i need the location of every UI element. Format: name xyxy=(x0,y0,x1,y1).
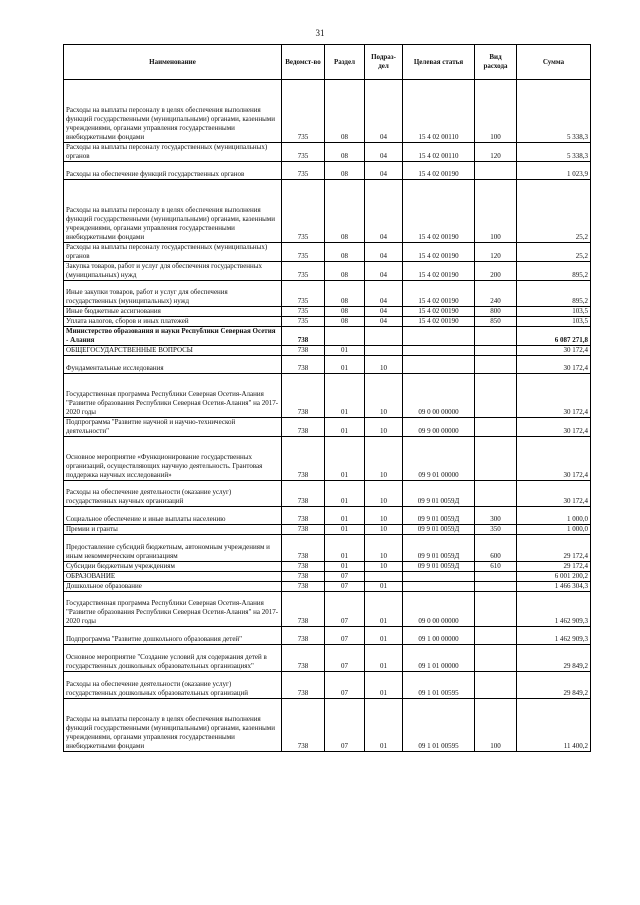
table-row xyxy=(64,645,591,672)
row-section: 08 xyxy=(325,307,365,317)
row-section: 08 xyxy=(325,262,365,281)
row-subsection: 04 xyxy=(365,281,403,307)
table-row xyxy=(64,481,591,507)
row-subsection: 01 xyxy=(365,627,403,645)
row-expense-type: 120 xyxy=(475,143,517,162)
header-target: Целевая статья xyxy=(403,45,475,80)
row-target: 09 9 00 00000 xyxy=(403,418,475,437)
row-subsection: 04 xyxy=(365,162,403,180)
row-subsection: 10 xyxy=(365,507,403,525)
row-subsection: 01 xyxy=(365,582,403,592)
row-target: 15 4 02 00190 xyxy=(403,180,475,243)
row-name: Расходы на выплаты персоналу государственных (муниципальных) органов xyxy=(64,243,282,262)
row-expense-type xyxy=(475,582,517,592)
row-dept: 738 xyxy=(282,327,325,346)
row-section: 08 xyxy=(325,180,365,243)
row-name: Основное мероприятие "Создание условий для содержания детей в государственных дошкольных образовательных организациях" xyxy=(64,645,282,672)
row-expense-type: 350 xyxy=(475,525,517,535)
row-target: 09 0 00 00000 xyxy=(403,374,475,418)
row-subsection: 01 xyxy=(365,592,403,627)
header-name: Наименование xyxy=(64,45,282,80)
header-sum: Сумма xyxy=(517,45,591,80)
row-name: Иные закупки товаров, работ и услуг для обеспечения государственных (муниципальных) нужд xyxy=(64,281,282,307)
row-subsection xyxy=(365,327,403,346)
table-row xyxy=(64,327,591,346)
row-sum: 11 400,2 xyxy=(517,699,591,752)
table-row xyxy=(64,307,591,317)
table-row xyxy=(64,507,591,525)
table-row xyxy=(64,262,591,281)
row-sum: 29 172,4 xyxy=(517,562,591,572)
row-sum: 5 338,3 xyxy=(517,143,591,162)
row-subsection: 01 xyxy=(365,699,403,752)
row-name: Расходы на обеспечение деятельности (оказание услуг) государственных научных организаций xyxy=(64,481,282,507)
row-sum: 1 462 909,3 xyxy=(517,627,591,645)
row-target xyxy=(403,572,475,582)
row-dept: 738 xyxy=(282,572,325,582)
row-name: Подпрограмма "Развитие дошкольного образования детей" xyxy=(64,627,282,645)
row-subsection: 10 xyxy=(365,418,403,437)
row-expense-type xyxy=(475,645,517,672)
row-expense-type xyxy=(475,418,517,437)
table-row xyxy=(64,281,591,307)
row-sum: 30 172,4 xyxy=(517,374,591,418)
row-sum: 6 001 200,2 xyxy=(517,572,591,582)
row-subsection xyxy=(365,346,403,356)
row-dept: 738 xyxy=(282,374,325,418)
row-target: 15 4 02 00190 xyxy=(403,281,475,307)
row-sum: 25,2 xyxy=(517,180,591,243)
table-row xyxy=(64,317,591,327)
table-row xyxy=(64,356,591,374)
budget-table xyxy=(63,44,591,752)
row-subsection: 10 xyxy=(365,535,403,562)
row-dept: 738 xyxy=(282,346,325,356)
row-subsection: 04 xyxy=(365,307,403,317)
row-sum: 1 000,0 xyxy=(517,507,591,525)
row-dept: 738 xyxy=(282,645,325,672)
row-name: Фундаментальные исследования xyxy=(64,356,282,374)
row-target: 15 4 02 00190 xyxy=(403,307,475,317)
row-expense-type xyxy=(475,592,517,627)
row-sum: 30 172,4 xyxy=(517,481,591,507)
row-subsection: 10 xyxy=(365,481,403,507)
row-section: 01 xyxy=(325,418,365,437)
row-dept: 738 xyxy=(282,525,325,535)
row-expense-type xyxy=(475,572,517,582)
row-target: 15 4 02 00190 xyxy=(403,162,475,180)
row-section: 07 xyxy=(325,582,365,592)
row-section: 07 xyxy=(325,645,365,672)
row-subsection: 04 xyxy=(365,143,403,162)
row-target: 09 9 01 0059Д xyxy=(403,525,475,535)
row-dept: 735 xyxy=(282,80,325,143)
row-name: Расходы на выплаты персоналу государственных (муниципальных) органов xyxy=(64,143,282,162)
row-target: 09 9 01 0059Д xyxy=(403,481,475,507)
row-expense-type: 240 xyxy=(475,281,517,307)
row-sum: 103,5 xyxy=(517,317,591,327)
table-row xyxy=(64,437,591,481)
row-dept: 738 xyxy=(282,672,325,699)
row-target: 15 4 02 00190 xyxy=(403,317,475,327)
row-section: 01 xyxy=(325,525,365,535)
row-section: 01 xyxy=(325,437,365,481)
row-expense-type: 100 xyxy=(475,699,517,752)
row-dept: 738 xyxy=(282,592,325,627)
row-expense-type: 100 xyxy=(475,80,517,143)
row-expense-type: 200 xyxy=(475,262,517,281)
row-name: Социальное обеспечение и иные выплаты населению xyxy=(64,507,282,525)
row-target: 09 1 00 00000 xyxy=(403,627,475,645)
row-name: Расходы на выплаты персоналу в целях обеспечения выполнения функций государственными (муниципальными) органами, казенными учреждениями, органами управления государственными внебюджетными фондами xyxy=(64,80,282,143)
row-sum: 6 087 271,8 xyxy=(517,327,591,346)
row-section: 08 xyxy=(325,80,365,143)
row-dept: 738 xyxy=(282,699,325,752)
row-dept: 735 xyxy=(282,317,325,327)
table-row xyxy=(64,525,591,535)
row-target: 15 4 02 00110 xyxy=(403,80,475,143)
row-dept: 738 xyxy=(282,418,325,437)
row-dept: 738 xyxy=(282,356,325,374)
row-dept: 738 xyxy=(282,507,325,525)
row-expense-type: 610 xyxy=(475,562,517,572)
row-expense-type xyxy=(475,437,517,481)
row-name: Государственная программа Республики Северная Осетия-Алания "Развитие образования Республики Северная Осетия-Алания" на 2017-2020 годы xyxy=(64,374,282,418)
table-row xyxy=(64,80,591,143)
row-sum: 895,2 xyxy=(517,281,591,307)
row-sum: 1 462 909,3 xyxy=(517,592,591,627)
row-name: Премии и гранты xyxy=(64,525,282,535)
row-expense-type: 100 xyxy=(475,180,517,243)
table-row xyxy=(64,418,591,437)
header-type: Вид расхода xyxy=(475,45,517,80)
row-section: 01 xyxy=(325,507,365,525)
table-row xyxy=(64,346,591,356)
row-section: 08 xyxy=(325,162,365,180)
row-subsection: 04 xyxy=(365,262,403,281)
row-target: 15 4 02 00190 xyxy=(403,262,475,281)
row-subsection: 10 xyxy=(365,562,403,572)
row-section: 08 xyxy=(325,143,365,162)
row-dept: 735 xyxy=(282,143,325,162)
table-header-row xyxy=(64,45,591,80)
table-row xyxy=(64,535,591,562)
table-row xyxy=(64,592,591,627)
table-row xyxy=(64,672,591,699)
row-subsection: 10 xyxy=(365,525,403,535)
row-expense-type: 800 xyxy=(475,307,517,317)
row-dept: 738 xyxy=(282,627,325,645)
row-section xyxy=(325,327,365,346)
row-dept: 738 xyxy=(282,582,325,592)
row-sum: 29 849,2 xyxy=(517,645,591,672)
row-name: ОБРАЗОВАНИЕ xyxy=(64,572,282,582)
row-subsection: 04 xyxy=(365,243,403,262)
table-row xyxy=(64,162,591,180)
row-subsection: 10 xyxy=(365,374,403,418)
row-expense-type xyxy=(475,356,517,374)
row-sum: 30 172,4 xyxy=(517,418,591,437)
row-dept: 735 xyxy=(282,281,325,307)
row-sum: 5 338,3 xyxy=(517,80,591,143)
row-name: Уплата налогов, сборов и иных платежей xyxy=(64,317,282,327)
row-sum: 1 466 304,3 xyxy=(517,582,591,592)
row-name: Расходы на выплаты персоналу в целях обеспечения выполнения функций государственными (муниципальными) органами, казенными учреждениями, органами управления государственными внебюджетными фондами xyxy=(64,180,282,243)
row-name: ОБЩЕГОСУДАРСТВЕННЫЕ ВОПРОСЫ xyxy=(64,346,282,356)
table-row xyxy=(64,699,591,752)
table-body xyxy=(64,80,591,752)
page-number: 31 xyxy=(315,28,325,38)
row-section: 07 xyxy=(325,592,365,627)
row-name: Расходы на выплаты персоналу в целях обеспечения выполнения функций государственными (муниципальными) органами, казенными учреждениями, органами управления государственными внебюджетными фондами xyxy=(64,699,282,752)
row-target xyxy=(403,327,475,346)
row-subsection: 01 xyxy=(365,645,403,672)
header-subsection: Подраз-дел xyxy=(365,45,403,80)
row-expense-type: 120 xyxy=(475,243,517,262)
row-target: 09 9 01 0059Д xyxy=(403,535,475,562)
row-expense-type: 600 xyxy=(475,535,517,562)
row-expense-type: 850 xyxy=(475,317,517,327)
row-section: 08 xyxy=(325,317,365,327)
row-subsection: 10 xyxy=(365,356,403,374)
row-sum: 30 172,4 xyxy=(517,437,591,481)
row-subsection: 04 xyxy=(365,317,403,327)
row-sum: 25,2 xyxy=(517,243,591,262)
row-name: Подпрограмма "Развитие научной и научно-технической деятельности" xyxy=(64,418,282,437)
row-dept: 738 xyxy=(282,562,325,572)
row-target: 15 4 02 00110 xyxy=(403,143,475,162)
row-target: 09 1 01 00000 xyxy=(403,645,475,672)
row-target: 09 0 00 00000 xyxy=(403,592,475,627)
row-sum: 895,2 xyxy=(517,262,591,281)
row-target: 09 1 01 00595 xyxy=(403,672,475,699)
row-name: Предоставление субсидий бюджетным, автономным учреждениям и иным некоммерческим организациям xyxy=(64,535,282,562)
row-section: 01 xyxy=(325,481,365,507)
row-name: Государственная программа Республики Северная Осетия-Алания "Развитие образования Республики Северная Осетия-Алания" на 2017-2020 годы xyxy=(64,592,282,627)
table-row xyxy=(64,243,591,262)
row-sum: 103,5 xyxy=(517,307,591,317)
row-dept: 738 xyxy=(282,535,325,562)
row-dept: 735 xyxy=(282,180,325,243)
row-subsection: 04 xyxy=(365,180,403,243)
header-dept: Ведомст-во xyxy=(282,45,325,80)
row-dept: 738 xyxy=(282,437,325,481)
row-section: 01 xyxy=(325,562,365,572)
row-section: 01 xyxy=(325,374,365,418)
row-section: 08 xyxy=(325,281,365,307)
row-target xyxy=(403,356,475,374)
row-sum: 29 849,2 xyxy=(517,672,591,699)
row-target: 09 9 01 00000 xyxy=(403,437,475,481)
row-name: Расходы на обеспечение деятельности (оказание услуг) государственных дошкольных образовательных организаций xyxy=(64,672,282,699)
row-section: 07 xyxy=(325,572,365,582)
row-expense-type xyxy=(475,374,517,418)
row-expense-type xyxy=(475,627,517,645)
row-name: Расходы на обеспечение функций государственных органов xyxy=(64,162,282,180)
row-name: Основное мероприятие «Функционирование государственных организаций, осуществляющих научную деятельность. Грантовая поддержка научных исследований» xyxy=(64,437,282,481)
row-expense-type xyxy=(475,346,517,356)
row-dept: 735 xyxy=(282,162,325,180)
row-sum: 1 023,9 xyxy=(517,162,591,180)
row-name: Дошкольное образование xyxy=(64,582,282,592)
row-dept: 738 xyxy=(282,481,325,507)
row-target xyxy=(403,582,475,592)
row-dept: 735 xyxy=(282,262,325,281)
row-subsection: 10 xyxy=(365,437,403,481)
table-row xyxy=(64,180,591,243)
row-dept: 735 xyxy=(282,307,325,317)
table-row xyxy=(64,374,591,418)
table-row xyxy=(64,572,591,582)
row-target xyxy=(403,346,475,356)
row-section: 01 xyxy=(325,346,365,356)
row-subsection: 01 xyxy=(365,672,403,699)
row-subsection: 04 xyxy=(365,80,403,143)
table-row xyxy=(64,143,591,162)
row-expense-type xyxy=(475,481,517,507)
row-expense-type: 300 xyxy=(475,507,517,525)
row-name: Министерство образования и науки Республики Северная Осетия - Алания xyxy=(64,327,282,346)
row-name: Закупка товаров, работ и услуг для обеспечения государственных (муниципальных) нужд xyxy=(64,262,282,281)
row-target: 09 1 01 00595 xyxy=(403,699,475,752)
row-target: 09 9 01 0059Д xyxy=(403,507,475,525)
row-sum: 30 172,4 xyxy=(517,346,591,356)
row-section: 01 xyxy=(325,535,365,562)
row-expense-type xyxy=(475,327,517,346)
row-sum: 1 000,0 xyxy=(517,525,591,535)
row-name: Иные бюджетные ассигнования xyxy=(64,307,282,317)
row-dept: 735 xyxy=(282,243,325,262)
table-row xyxy=(64,562,591,572)
row-section: 01 xyxy=(325,356,365,374)
header-section: Раздел xyxy=(325,45,365,80)
row-subsection xyxy=(365,572,403,582)
row-expense-type xyxy=(475,672,517,699)
row-section: 08 xyxy=(325,243,365,262)
row-expense-type xyxy=(475,162,517,180)
row-section: 07 xyxy=(325,699,365,752)
row-name: Субсидии бюджетным учреждениям xyxy=(64,562,282,572)
row-target: 09 9 01 0059Д xyxy=(403,562,475,572)
table-row xyxy=(64,582,591,592)
row-sum: 29 172,4 xyxy=(517,535,591,562)
row-sum: 30 172,4 xyxy=(517,356,591,374)
row-section: 07 xyxy=(325,672,365,699)
table-row xyxy=(64,627,591,645)
row-section: 07 xyxy=(325,627,365,645)
row-target: 15 4 02 00190 xyxy=(403,243,475,262)
